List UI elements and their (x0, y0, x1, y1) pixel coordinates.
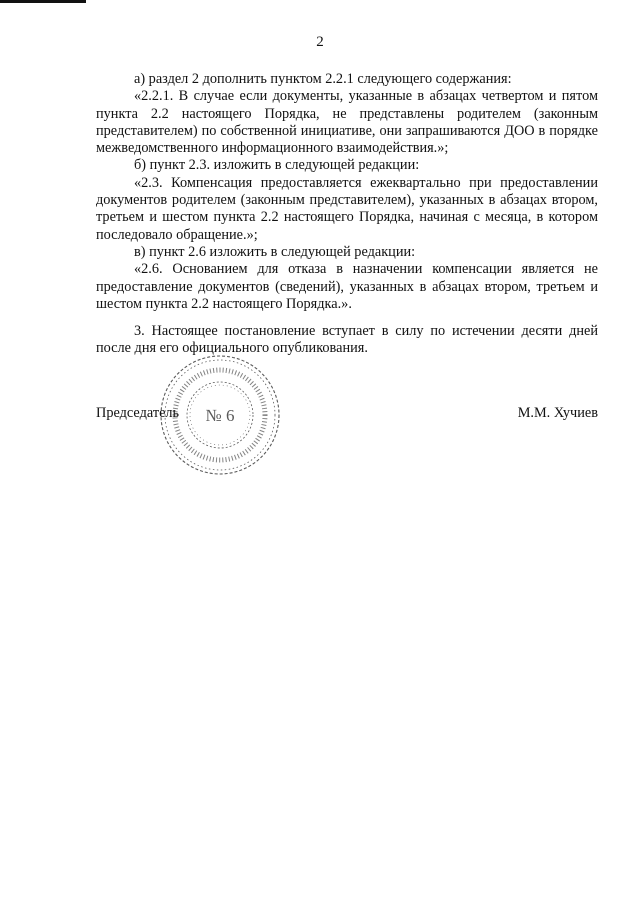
amendment-a-intro: а) раздел 2 дополнить пунктом 2.2.1 следующего содержания: (134, 71, 512, 87)
signature-block (96, 405, 598, 429)
scan-edge-mark (0, 0, 86, 3)
amendment-b-intro: б) пункт 2.3. изложить в следующей редакции: (134, 157, 420, 174)
signer-name: М.М. Хучиев (517, 405, 598, 421)
signer-title: Председатель (96, 405, 180, 421)
document-body (96, 71, 598, 358)
page-number: 2 (316, 34, 324, 50)
amendment-c-text: «2.6. Основанием для отказа в назначении компенсации является не предоставление документов (сведений), указанных в абзацах втором, третьем и шестом пункта 2.2 настоящего Порядка.». (96, 261, 598, 312)
amendment-a-text: «2.2.1. В случае если документы, указанные в абзацах четвертом и пятом пункта 2.2 настоящего Порядка, не представлены родителем (законным представителем) по собственной инициативе, они запрашиваются ДОО в порядке межведомственного информационного взаимодействия.»; (96, 88, 598, 157)
effective-date-clause: 3. Настоящее постановление вступает в силу по истечении десяти дней после дня его официального опубликования. (96, 323, 598, 357)
amendment-c-intro: в) пункт 2.6 изложить в следующей редакции: (134, 243, 416, 260)
amendment-b-text: «2.3. Компенсация предоставляется ежеквартально при предоставлении документов родителем (законным представителем), указанных в абзацах втором, третьем и шестом пункта 2.2 настоящего Порядка, начиная с месяца, в котором последовало обращение.»; (96, 174, 598, 243)
seal-number: № 6 (205, 406, 235, 425)
